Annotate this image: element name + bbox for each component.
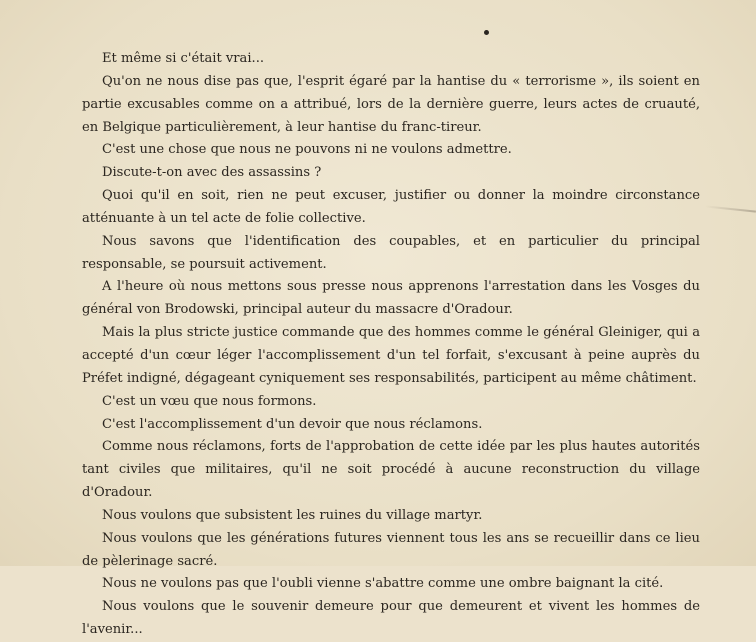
paragraph-2: Qu'on ne nous dise pas que, l'esprit égaré par la hantise du « terrorisme », ils soient en partie excusables comme on a attribué, lors de la dernière guerre, leurs actes de cruauté, en Belgique particulièrement, à leur hantise du franc-tireur. — [82, 73, 700, 135]
body-text — [82, 48, 700, 642]
paragraph-15: Nous voulons que le souvenir demeure pour que demeurent et vivent les hommes de l'avenir... — [82, 599, 700, 638]
paragraph-14: Nous ne voulons pas que l'oubli vienne s'abattre comme une ombre baignant la cité. — [102, 576, 664, 592]
paragraph-12: Nous voulons que subsistent les ruines du village martyr. — [102, 507, 483, 523]
ink-dot — [484, 30, 489, 35]
paragraph-8: Mais la plus stricte justice commande que des hommes comme le général Gleiniger, qui a accepté d'un cœur léger l'accomplissement d'un tel forfait, s'excusant à peine auprès du Préfet indigné, dégageant cyniquement ses responsabilités, participent au même châtiment. — [82, 325, 700, 386]
paragraph-6: Nous savons que l'identification des coupables, et en particulier du principal responsable, se poursuit activement. — [82, 233, 700, 272]
paragraph-1: Et même si c'était vrai... — [102, 51, 265, 66]
paragraph-11: Comme nous réclamons, forts de l'approbation de cette idée par les plus hautes autorités tant civiles que militaires, qu'il ne soit procédé à aucune reconstruction du village d'Oradour. — [82, 439, 700, 501]
paragraph-4: Discute-t-on avec des assassins ? — [102, 165, 322, 181]
paper-crease — [705, 205, 756, 212]
paragraph-13: Nous voulons que les générations futures viennent tous les ans se recueillir dans ce lieu de pèlerinage sacré. — [82, 530, 700, 569]
paragraph-10: C'est l'accomplissement d'un devoir que nous réclamons. — [102, 416, 483, 432]
paragraph-5: Quoi qu'il en soit, rien ne peut excuser, justifier ou donner la moindre circonstance atténuante à un tel acte de folie collective. — [82, 188, 700, 226]
paragraph-3: C'est une chose que nous ne pouvons ni ne voulons admettre. — [102, 142, 512, 158]
paragraph-9: C'est un vœu que nous formons. — [102, 393, 317, 409]
paragraph-7: A l'heure où nous mettons sous presse nous apprenons l'arrestation dans les Vosges du général von Brodowski, principal auteur du massacre d'Oradour. — [82, 279, 700, 318]
